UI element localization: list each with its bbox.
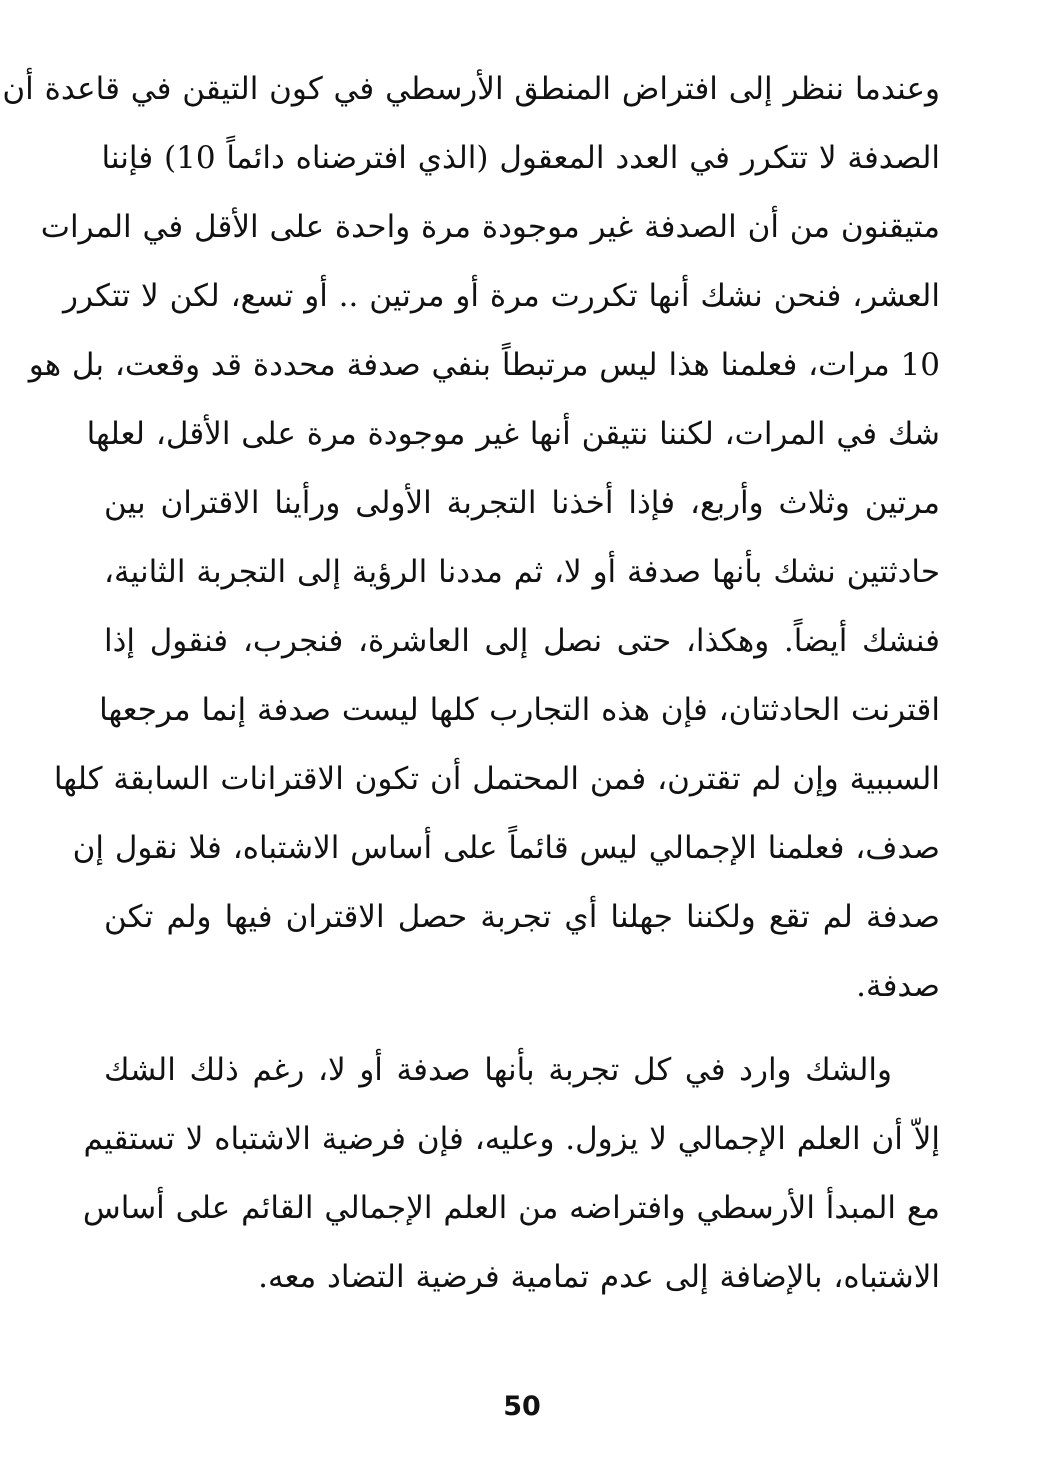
text-line: حادثتين نشك بأنها صدفة أو لا، ثم مددنا الرؤية إلى التجربة الثانية، xyxy=(104,554,940,590)
text-line: متيقنون من أن الصدفة غير موجودة مرة واحدة على الأقل في المرات xyxy=(40,209,940,245)
text-line: وعندما ننظر إلى افتراض المنطق الأرسطي في كون التيقن في قاعدة أن xyxy=(2,71,940,107)
text-line: فنشك أيضاً. وهكذا، حتى نصل إلى العاشرة، فنجرب، فنقول إذا xyxy=(104,623,940,659)
text-line: صدف، فعلمنا الإجمالي ليس قائماً على أساس الاشتباه، فلا نقول إن xyxy=(72,830,940,866)
text-line: مرتين وثلاث وأربع، فإذا أخذنا التجربة الأولى ورأينا الاقتران بين xyxy=(104,485,940,521)
text-line: 10 مرات، فعلمنا هذا ليس مرتبطاً بنفي صدفة محددة قد وقعت، بل هو xyxy=(28,347,940,383)
paragraph-1 xyxy=(2,55,940,1021)
text-line: الصدفة لا تتكرر في العدد المعقول (الذي افترضناه دائماً 10) فإننا xyxy=(101,140,940,176)
text-line: العشر، فنحن نشك أنها تكررت مرة أو مرتين .. أو تسع، لكن لا تتكرر xyxy=(63,278,940,314)
text-line: مع المبدأ الأرسطي وافتراضه من العلم الإجمالي القائم على أساس xyxy=(82,1190,940,1226)
text-line: شك في المرات، لكننا نتيقن أنها غير موجودة مرة على الأقل، لعلها xyxy=(86,416,940,452)
text-line: اقترنت الحادثتان، فإن هذه التجارب كلها ليست صدفة إنما مرجعها xyxy=(99,692,940,728)
text-line-last: صدفة. xyxy=(856,968,940,1004)
text-line: السببية وإن لم تقترن، فمن المحتمل أن تكون الاقترانات السابقة كلها xyxy=(53,761,940,797)
paragraph-2 xyxy=(82,1036,940,1312)
text-line-last: الاشتباه، بالإضافة إلى عدم تمامية فرضية التضاد معه. xyxy=(258,1259,940,1295)
page-number: 50 xyxy=(503,1391,541,1422)
text-line: إلاّ أن العلم الإجمالي لا يزول. وعليه، فإن فرضية الاشتباه لا تستقيم xyxy=(83,1121,940,1157)
text-line-indented: والشك وارد في كل تجربة بأنها صدفة أو لا، رغم ذلك الشك xyxy=(104,1052,892,1088)
text-line: صدفة لم تقع ولكننا جهلنا أي تجربة حصل الاقتران فيها ولم تكن xyxy=(104,899,940,935)
